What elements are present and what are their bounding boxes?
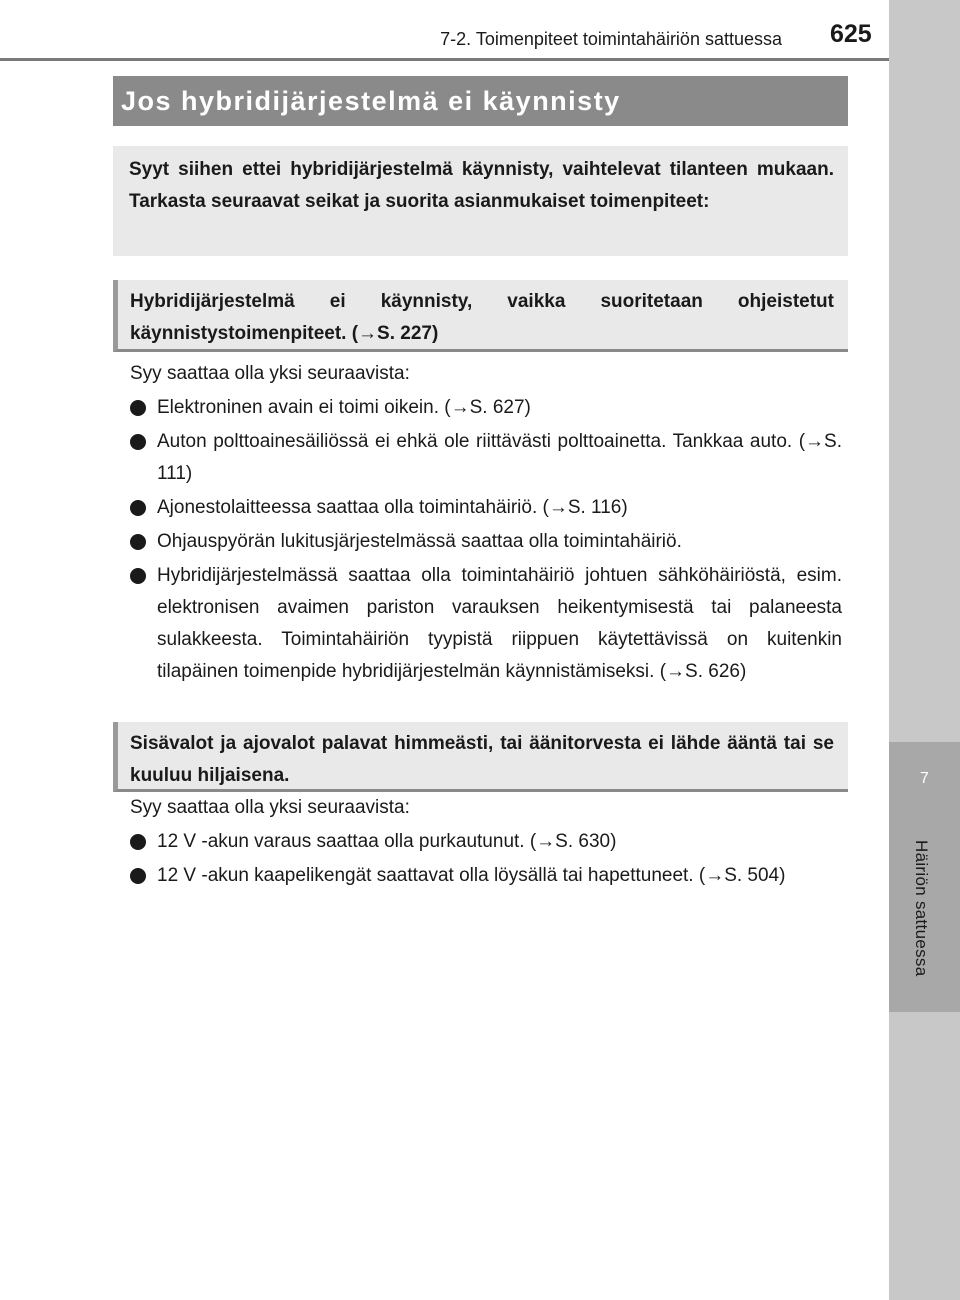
bullet-icon	[130, 834, 146, 850]
section-body	[130, 792, 842, 894]
list-item	[130, 526, 842, 558]
bullet-icon	[130, 500, 146, 516]
bullet-icon	[130, 868, 146, 884]
header-divider	[0, 58, 889, 61]
bullet-icon	[130, 434, 146, 450]
list-item-text: Hybridijärjestelmässä saattaa olla toimintahäiriö johtuen sähköhäiriöstä, esim. elektronisen avaimen pariston varauksen heikentymisestä tai palaneesta sulakkeesta. Toimintahäiriön tyypistä riippuen käytettävissä on kuitenkin tilapäinen toimenpide hybridijärjestelmän käynnistämiseksi. (→S. 626)	[157, 565, 842, 682]
list-item-text: Ajonestolaitteessa saattaa olla toimintahäiriö. (→S. 116)	[157, 497, 628, 518]
section-heading: Hybridijärjestelmä ei käynnisty, vaikka suoritetaan ohjeistetut käynnistystoimenpiteet. (→S. 227)	[113, 280, 848, 352]
list-item	[130, 560, 842, 688]
list-item	[130, 860, 842, 892]
list-item-text: Auton polttoainesäiliössä ei ehkä ole riittävästi polttoainetta. Tankkaa auto. (→S. 111)	[157, 431, 842, 484]
bullet-icon	[130, 400, 146, 416]
list-item	[130, 826, 842, 858]
page-title: Jos hybridijärjestelmä ei käynnisty	[113, 76, 848, 126]
list-item	[130, 492, 842, 524]
chapter-number: 7	[920, 770, 929, 787]
section-lead-text: Syy saattaa olla yksi seuraavista:	[130, 797, 410, 818]
cause-list	[130, 826, 842, 892]
chapter-name: Häiriön sattuessa	[912, 840, 931, 977]
list-item-text: Elektroninen avain ei toimi oikein. (→S. 627)	[157, 397, 531, 418]
list-item-text: 12 V -akun kaapelikengät saattavat olla löysällä tai hapettuneet. (→S. 504)	[157, 865, 786, 886]
header-section-title: 7-2. Toimenpiteet toimintahäiriön sattuessa	[440, 29, 782, 49]
section-heading: Sisävalot ja ajovalot palavat himmeästi, tai äänitorvesta ei lähde ääntä tai se kuuluu hiljaisena.	[113, 722, 848, 792]
list-item	[130, 426, 842, 490]
bullet-icon	[130, 534, 146, 550]
chapter-side-tab	[889, 0, 960, 1300]
intro-text: Syyt siihen ettei hybridijärjestelmä käynnisty, vaihtelevat tilanteen mukaan. Tarkasta seuraavat seikat ja suorita asianmukaiset toimenpiteet:	[113, 146, 848, 256]
bullet-icon	[130, 568, 146, 584]
list-item	[130, 392, 842, 424]
list-item-text: Ohjauspyörän lukitusjärjestelmässä saattaa olla toimintahäiriö.	[157, 531, 682, 552]
list-item-text: 12 V -akun varaus saattaa olla purkautunut. (→S. 630)	[157, 831, 617, 852]
section-lead-text: Syy saattaa olla yksi seuraavista:	[130, 363, 410, 384]
page-number: 625	[830, 20, 872, 48]
section-body	[130, 358, 842, 690]
cause-list	[130, 392, 842, 688]
